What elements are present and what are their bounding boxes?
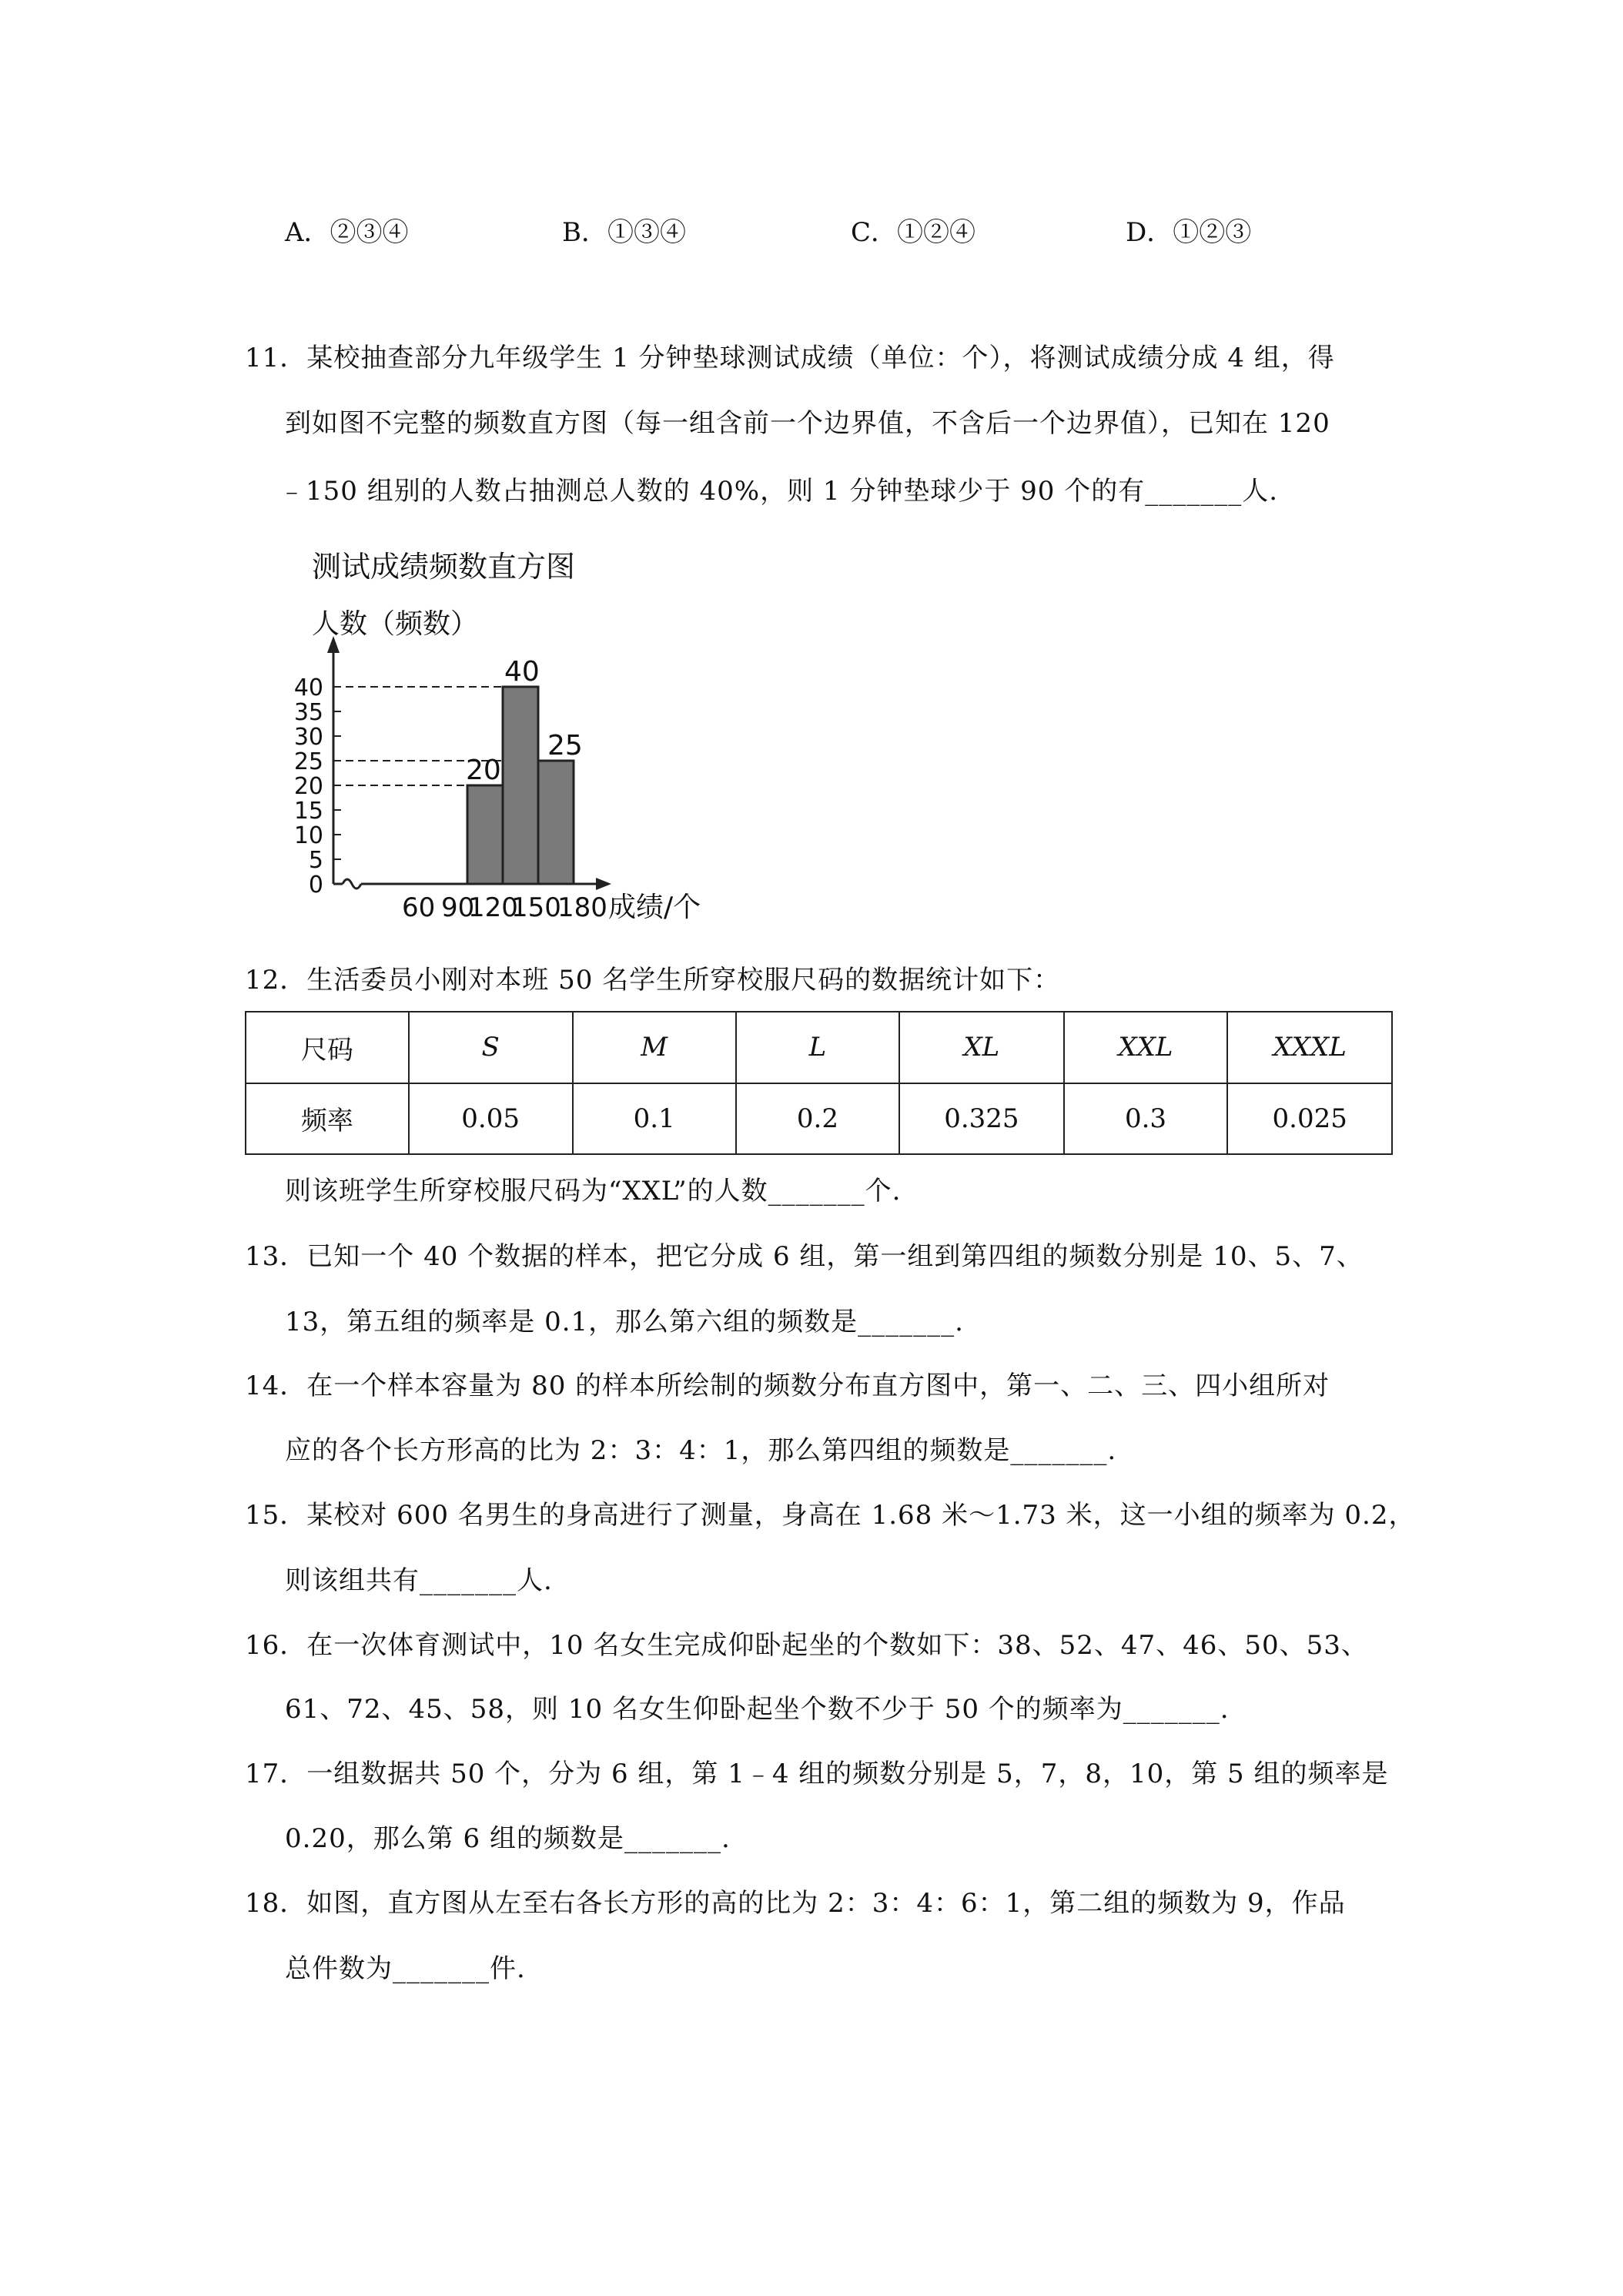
table-cell: L — [736, 1012, 899, 1083]
q18-line-2: 总件数为_______件. — [285, 1953, 526, 1984]
table-cell: 0.2 — [736, 1083, 899, 1155]
table-cell: 频率 — [246, 1083, 409, 1155]
x-tick-label: 180 — [557, 892, 607, 923]
q17-line-1: 17．一组数据共 50 个，分为 6 组，第 1﹣4 组的频数分别是 5，7，8，10，第 5 组的频率是 — [245, 1759, 1389, 1789]
bar-data-label: 25 — [547, 730, 583, 761]
y-tick-label: 30 — [293, 724, 323, 751]
bar-data-label: 20 — [466, 755, 501, 786]
table-cell: M — [573, 1012, 736, 1083]
chart-title: 测试成绩频数直方图 — [312, 550, 576, 584]
x-axis-label: 成绩/个 — [608, 892, 701, 923]
size-frequency-table — [245, 1011, 1393, 1155]
q11-line-2: 到如图不完整的频数直方图（每一组含前一个边界值，不含后一个边界值），已知在 120 — [285, 408, 1330, 439]
option-b: B．①③④ — [562, 217, 686, 248]
q12-after: 则该班学生所穿校服尺码为“XXL”的人数_______个. — [285, 1176, 902, 1207]
table-cell: 0.325 — [899, 1083, 1064, 1155]
q11-line-3: ﹣150 组别的人数占抽测总人数的 40%，则 1 分钟垫球少于 90 个的有_______人. — [279, 476, 1279, 507]
q14-line-1: 14．在一个样本容量为 80 的样本所绘制的频数分布直方图中，第一、二、三、四小组所对 — [245, 1371, 1330, 1401]
q14-line-2: 应的各个长方形高的比为 2：3：4：1，那么第四组的频数是_______. — [285, 1435, 1117, 1466]
table-cell: 0.025 — [1227, 1083, 1392, 1155]
x-axis-arrow — [596, 878, 611, 890]
table-cell: XXXL — [1227, 1012, 1392, 1083]
table-row-header — [246, 1012, 1392, 1083]
table-row-values — [246, 1083, 1392, 1155]
y-tick-label: 35 — [293, 699, 323, 726]
y-tick-label: 25 — [293, 748, 323, 775]
histogram-bar — [467, 785, 503, 884]
q15-line-2: 则该组共有_______人. — [285, 1565, 553, 1596]
x-tick-label: 120 — [468, 892, 518, 923]
q17-line-2: 0.20，那么第 6 组的频数是_______. — [285, 1823, 731, 1854]
x-tick-label: 60 — [402, 892, 436, 923]
table-cell: 0.3 — [1064, 1083, 1228, 1155]
option-d: D．①②③ — [1126, 217, 1252, 248]
q16-line-1: 16．在一次体育测试中，10 名女生完成仰卧起坐的个数如下：38、52、47、46、50、53、 — [245, 1630, 1368, 1661]
histogram-bar — [538, 761, 574, 884]
y-tick-label: 15 — [293, 798, 323, 825]
y-tick-label: 0 — [308, 872, 323, 899]
y-tick-label: 10 — [293, 822, 323, 849]
table-cell: 0.1 — [573, 1083, 736, 1155]
q13-line-2: 13，第五组的频率是 0.1，那么第六组的频数是_______. — [285, 1307, 964, 1337]
y-axis-label: 人数（频数） — [312, 608, 479, 640]
table-cell: XXL — [1064, 1012, 1228, 1083]
axis-break-mark — [343, 879, 361, 889]
q12-intro: 12．生活委员小刚对本班 50 名学生所穿校服尺码的数据统计如下： — [245, 965, 1061, 996]
q15-line-1: 15．某校对 600 名男生的身高进行了测量，身高在 1.68 米～1.73 米，这一小组的频率为 0.2， — [245, 1500, 1416, 1531]
bar-data-label: 40 — [504, 656, 540, 688]
y-tick-label: 5 — [308, 847, 323, 874]
q18-line-1: 18．如图，直方图从左至右各长方形的高的比为 2：3：4：6：1，第二组的频数为 9，作品 — [245, 1888, 1346, 1919]
q16-line-2: 61、72、45、58，则 10 名女生仰卧起坐个数不少于 50 个的频率为_______. — [285, 1694, 1230, 1725]
q13-line-1: 13．已知一个 40 个数据的样本，把它分成 6 组，第一组到第四组的频数分别是 10、5、7、 — [245, 1241, 1364, 1272]
y-tick-label: 20 — [293, 773, 323, 800]
histogram-bar — [503, 687, 538, 884]
table-cell: 尺码 — [246, 1012, 409, 1083]
x-tick-label: 150 — [511, 892, 561, 923]
q11-line-1: 11．某校抽查部分九年级学生 1 分钟垫球测试成绩（单位：个），将测试成绩分成 4 组，得 — [245, 343, 1335, 373]
option-a: A．②③④ — [285, 217, 409, 248]
table-cell: XL — [899, 1012, 1064, 1083]
y-tick-label: 40 — [293, 674, 323, 701]
x-tick-label: 90 — [441, 892, 475, 923]
table-cell: 0.05 — [409, 1083, 573, 1155]
table-cell: S — [409, 1012, 573, 1083]
option-c: C．①②④ — [851, 217, 976, 248]
